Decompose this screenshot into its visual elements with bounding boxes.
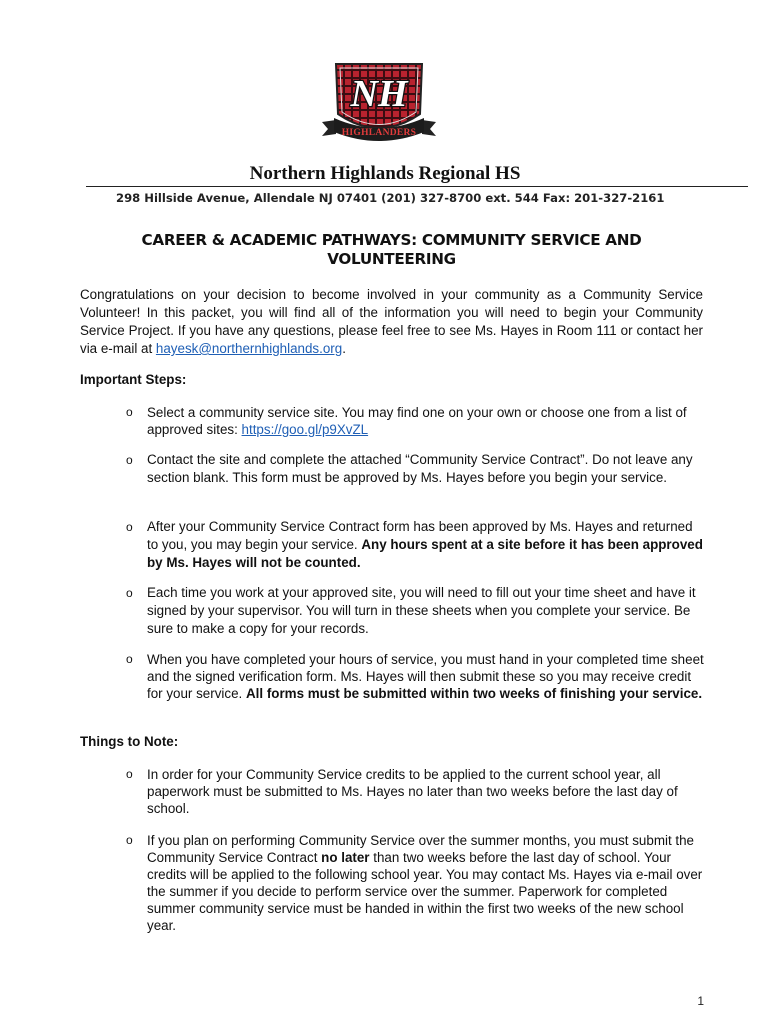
bullet-marker: o <box>126 767 133 781</box>
intro-end: . <box>342 341 346 356</box>
intro-email-link[interactable]: hayesk@northernhighlands.org <box>155 341 343 356</box>
note-text-bold: no later <box>321 850 370 865</box>
step-text: Contact the site and complete the attached “Community Service Contract”. Do not leave any section blank. This form must be approved by Ms. Hayes before you begin your service. <box>147 452 693 485</box>
intro-paragraph <box>80 286 703 358</box>
step-text: Each time you work at your approved site, you will need to fill out your time sheet and have it signed by your supervisor. You will turn in these sheets when you complete your service. Be sure to make a copy for your records. <box>147 585 696 636</box>
important-steps-heading: Important Steps: <box>80 372 187 387</box>
bullet-marker: o <box>126 405 133 419</box>
page-number: 1 <box>697 994 704 1008</box>
title-line-2: VOLUNTEERING <box>327 250 456 268</box>
step-text: After your Community Service Contract form has been approved by Ms. Hayes and returned to you, you may begin your service. <box>147 519 693 552</box>
bullet-marker: o <box>126 520 133 534</box>
header-divider <box>86 186 748 187</box>
note-text: If you plan on performing Community Service over the summer months, you must submit the Community Service Contract <box>147 833 695 865</box>
bullet-marker: o <box>126 833 133 847</box>
step-text: Select a community service site. You may find one on your own or choose one from a list of approved sites: <box>147 405 687 437</box>
document-title <box>80 231 703 269</box>
bullet-marker: o <box>126 453 133 467</box>
logo-initials: NH <box>350 73 408 115</box>
step-text-bold: All forms must be submitted within two weeks of finishing your service. <box>245 686 703 701</box>
bullet-marker: o <box>126 652 133 666</box>
note-text: than two weeks before the last day of school. Your credits will be applied to the following school year. You may contact Ms. Hayes via e-mail over the summer if you decide to perform service over the summer. Paperwork for completed summer community service must be handed in within the first two weeks of the new school year. <box>147 850 703 933</box>
approved-sites-link[interactable]: https://goo.gl/p9XvZL <box>241 422 369 437</box>
school-crest-logo <box>316 58 442 150</box>
note-text: In order for your Community Service credits to be applied to the current school year, all paperwork must be submitted to Ms. Hayes no later than two weeks before the last day of school. <box>147 767 678 816</box>
things-to-note-heading: Things to Note: <box>80 734 179 749</box>
logo-banner: HIGHLANDERS <box>341 128 417 138</box>
step-text: When you have completed your hours of service, you must hand in your completed time sheet and the signed verification form. Ms. Hayes will then submit these so you may receive credit for your service. <box>147 652 704 701</box>
step-text-bold: Any hours spent at a site before it has been approved by Ms. Hayes will not be counted. <box>147 537 703 570</box>
intro-text: Congratulations on your decision to become involved in your community as a Community Service Volunteer! In this packet, you will find all of the information you will need to begin your Community Service Project. If you have any questions, please feel free to see Ms. Hayes in Room 111 or contact her via e-mail at <box>80 287 703 356</box>
bullet-marker: o <box>126 586 133 600</box>
school-address: 298 Hillside Avenue, Allendale NJ 07401 (201) 327-8700 ext. 544 Fax: 201-327-2161 <box>116 191 665 205</box>
title-line-1: CAREER & ACADEMIC PATHWAYS: COMMUNITY SERVICE AND <box>141 231 642 249</box>
school-name: Northern Highlands Regional HS <box>249 163 521 184</box>
